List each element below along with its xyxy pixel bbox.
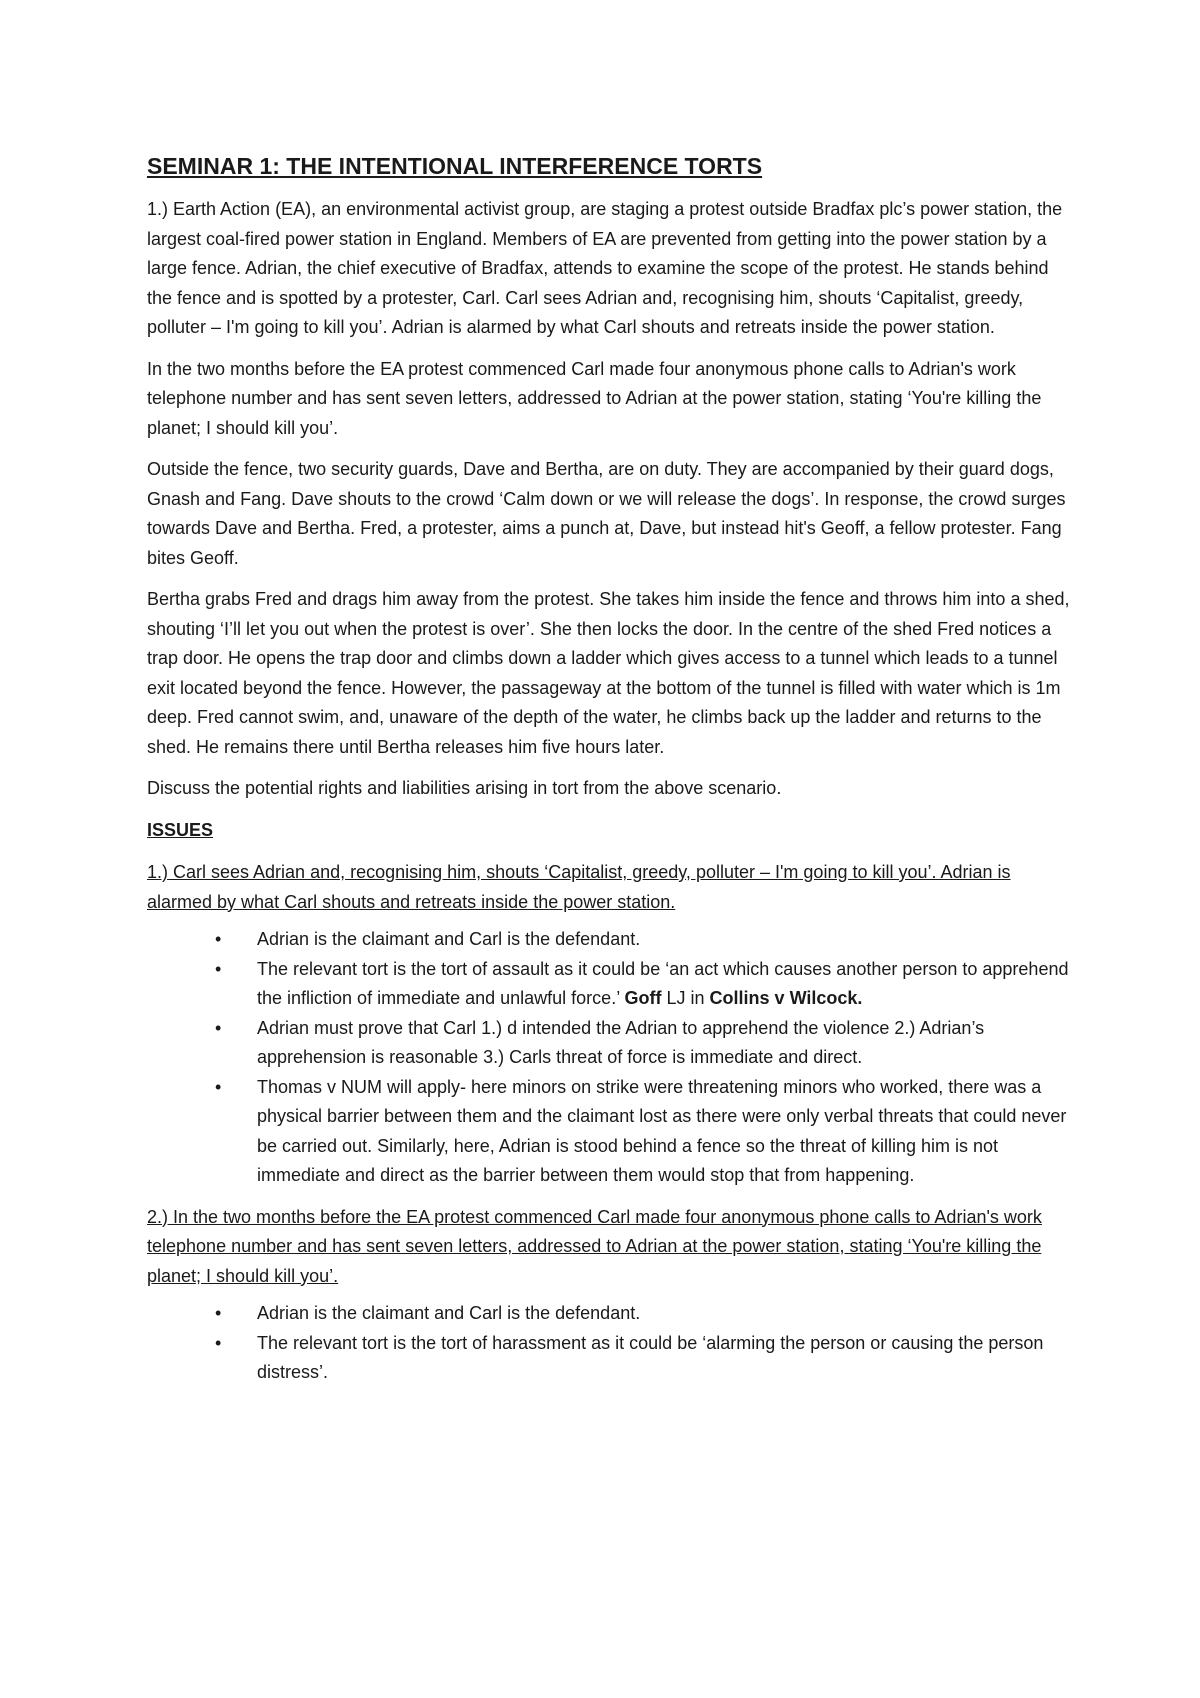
issue-1-bullet-1: • Adrian is the claimant and Carl is the defendant. [147,925,1072,955]
scenario-paragraph-2: In the two months before the EA protest commenced Carl made four anonymous phone calls to Adrian's work telephone number and has sent seven letters, addressed to Adrian at the power station, stating ‘You're killing the planet; I should kill you’. [147,358,1042,438]
judge-title: LJ in [661,988,710,1008]
issue-2-list [147,1299,1072,1388]
scenario-paragraph-3: Outside the fence, two security guards, Dave and Bertha, are on duty. They are accompanied by their guard dogs, Gnash and Fang. Dave shouts to the crowd ‘Calm down or we will release the dogs’. In response, the crowd surges towards Dave and Bertha. Fred, a protester, aims a punch at, Dave, but instead hit's Geoff, a fellow protester. Fang bites Geoff. [147,459,1066,568]
issue-1-quote: 1.) Carl sees Adrian and, recognising him, shouts ‘Capitalist, greedy, polluter – I'm going to kill you’. Adrian is alarmed by what Carl shouts and retreats inside the power station. [147,862,1011,912]
discussion-prompt: Discuss the potential rights and liabilities arising in tort from the above scenario. [147,778,782,798]
scenario-paragraph-1: 1.) Earth Action (EA), an environmental activist group, are staging a protest outside Bradfax plc’s power station, the largest coal-fired power station in England. Members of EA are prevented from getting into the power station by a large fence. Adrian, the chief executive of Bradfax, attends to examine the scope of the protest. He stands behind the fence and is spotted by a protester, Carl. Carl sees Adrian and, recognising him, shouts ‘Capitalist, greedy, polluter – I'm going to kill you’. Adrian is alarmed by what Carl shouts and retreats inside the power station. [147,199,1063,337]
issue-2-bullet-1: • Adrian is the claimant and Carl is the defendant. [147,1299,1072,1329]
issues-heading: ISSUES [147,819,214,840]
issue-1-bullet-2-text: The relevant tort is the tort of assault as it could be ‘an act which causes another person to apprehend the infliction of immediate and unlawful force.’ [257,958,1069,1008]
issue-1-bullet-3: • Adrian must prove that Carl 1.) d intended the Adrian to apprehend the violence 2.) Adrian’s apprehension is reasonable 3.) Carls threat of force is immediate and direct. [147,1014,1072,1073]
issue-2-quote: 2.) In the two months before the EA protest commenced Carl made four anonymous phone calls to Adrian's work telephone number and has sent seven letters, addressed to Adrian at the power station, stating ‘You're killing the planet; I should kill you’. [147,1206,1042,1286]
case-name: Collins v Wilcock. [709,988,863,1008]
issue-2-bullet-2: • The relevant tort is the tort of harassment as it could be ‘alarming the person or causing the person distress’. [147,1329,1072,1388]
issue-1-bullet-2 [147,955,1072,1014]
judge-name: Goff [624,988,662,1008]
issue-1-bullet-4: • Thomas v NUM will apply- here minors on strike were threatening minors who worked, there was a physical barrier between them and the claimant lost as there were only verbal threats that could never be carried out. Similarly, here, Adrian is stood behind a fence so the threat of killing him is not immediate and direct as the barrier between them would stop that from happening. [147,1073,1072,1191]
document-page [147,150,1072,1400]
issue-1-list [147,925,1072,1191]
scenario-paragraph-4: Bertha grabs Fred and drags him away from the protest. She takes him inside the fence and throws him into a shed, shouting ‘I’ll let you out when the protest is over’. She then locks the door. In the centre of the shed Fred notices a trap door. He opens the trap door and climbs down a ladder which gives access to a tunnel which leads to a tunnel exit located beyond the fence. However, the passageway at the bottom of the tunnel is filled with water which is 1m deep. Fred cannot swim, and, unaware of the depth of the water, he climbs back up the ladder and returns to the shed. He remains there until Bertha releases him five hours later. [147,589,1070,757]
document-title: SEMINAR 1: THE INTENTIONAL INTERFERENCE TORTS [147,153,763,179]
